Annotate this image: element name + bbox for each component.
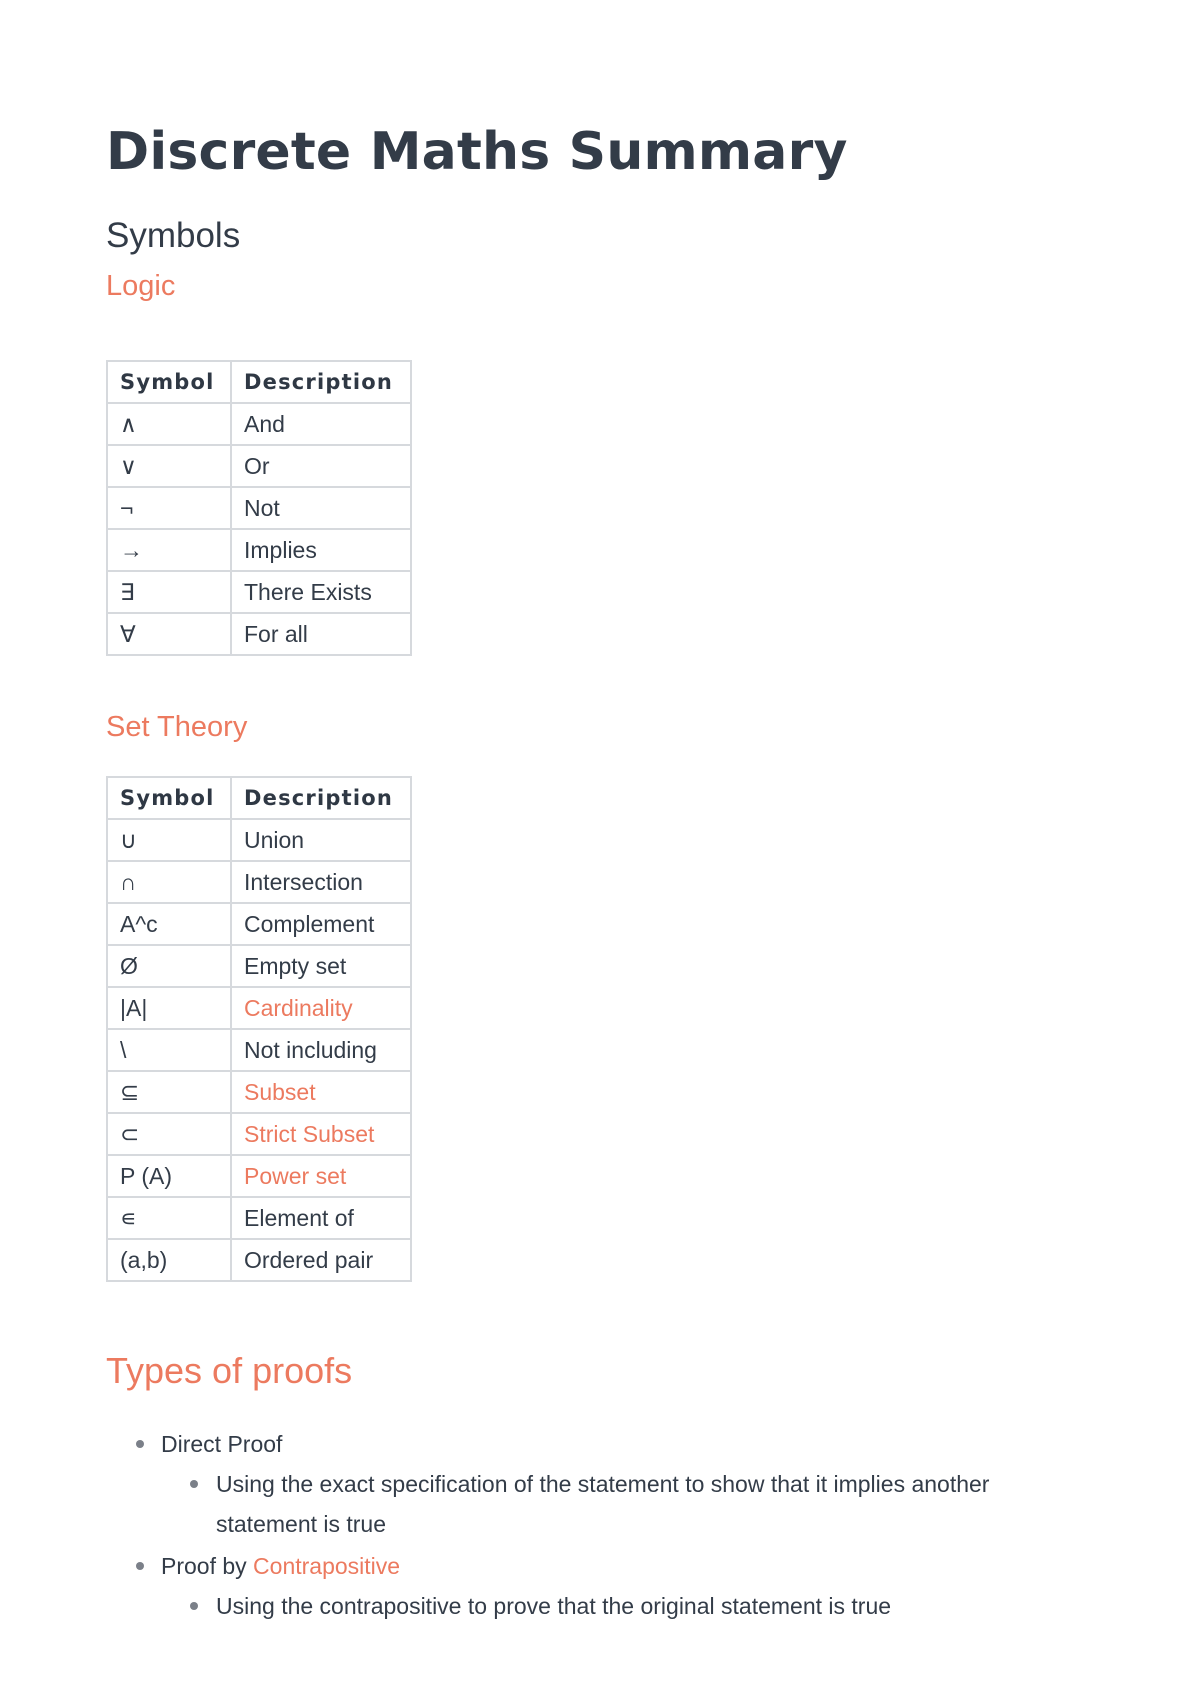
subset-link[interactable]: Subset — [244, 1078, 316, 1105]
description-cell-link[interactable] — [231, 1113, 411, 1155]
description-cell-link[interactable] — [231, 987, 411, 1029]
table-header-row — [107, 361, 411, 403]
symbol-cell: → — [107, 529, 231, 571]
symbol-cell: P (A) — [107, 1155, 231, 1197]
table-row — [107, 903, 411, 945]
bullet-dot-icon — [136, 1440, 144, 1448]
table-row — [107, 613, 411, 655]
description-cell: Union — [231, 819, 411, 861]
description-cell: Or — [231, 445, 411, 487]
strict-subset-link[interactable]: Strict Subset — [244, 1120, 375, 1147]
power-set-link[interactable]: Power set — [244, 1162, 347, 1189]
list-item — [106, 1424, 1066, 1464]
symbol-cell: ∀ — [107, 613, 231, 655]
bullet-dot-icon — [136, 1562, 144, 1570]
description-cell: Empty set — [231, 945, 411, 987]
contrapositive-link[interactable]: Contrapositive — [253, 1553, 401, 1579]
table-row — [107, 1155, 411, 1197]
list-item-label: Proof by — [161, 1553, 254, 1579]
list-item-label: Using the contrapositive to prove that the original statement is true — [216, 1593, 892, 1619]
symbol-cell: ¬ — [107, 487, 231, 529]
table-row — [107, 945, 411, 987]
table-row — [107, 1239, 411, 1281]
section-heading-symbols: Symbols — [106, 216, 241, 255]
description-cell: Complement — [231, 903, 411, 945]
subsection-heading-logic: Logic — [106, 270, 176, 302]
symbol-cell: ⊂ — [107, 1113, 231, 1155]
symbol-cell: ∩ — [107, 861, 231, 903]
description-cell: Ordered pair — [231, 1239, 411, 1281]
table-row — [107, 571, 411, 613]
symbol-cell: |A| — [107, 987, 231, 1029]
description-cell-link[interactable] — [231, 1155, 411, 1197]
cardinality-link[interactable]: Cardinality — [244, 994, 353, 1021]
table-row — [107, 403, 411, 445]
table-header-row — [107, 777, 411, 819]
symbol-cell: Ø — [107, 945, 231, 987]
symbol-cell: ∊ — [107, 1197, 231, 1239]
column-header-description: Description — [231, 361, 411, 403]
bullet-dot-icon — [190, 1602, 198, 1610]
table-row — [107, 861, 411, 903]
description-cell-link[interactable] — [231, 1071, 411, 1113]
symbol-cell: ∧ — [107, 403, 231, 445]
proof-types-list — [106, 1424, 1066, 1626]
description-cell: Implies — [231, 529, 411, 571]
table-row — [107, 987, 411, 1029]
list-item — [106, 1546, 1066, 1586]
section-heading-types-of-proofs: Types of proofs — [106, 1350, 353, 1391]
table-row — [107, 819, 411, 861]
set-theory-symbol-table — [106, 776, 412, 1282]
table-row — [107, 1197, 411, 1239]
description-cell: Not including — [231, 1029, 411, 1071]
symbol-cell: ∪ — [107, 819, 231, 861]
logic-symbol-table — [106, 360, 412, 656]
description-cell: There Exists — [231, 571, 411, 613]
symbol-cell: ∃ — [107, 571, 231, 613]
bullet-dot-icon — [190, 1480, 198, 1488]
table-row — [107, 1071, 411, 1113]
list-item — [106, 1586, 1066, 1626]
table-row — [107, 529, 411, 571]
description-cell: And — [231, 403, 411, 445]
symbol-cell: \ — [107, 1029, 231, 1071]
table-row — [107, 445, 411, 487]
column-header-symbol: Symbol — [107, 777, 231, 819]
column-header-symbol: Symbol — [107, 361, 231, 403]
column-header-description: Description — [231, 777, 411, 819]
description-cell: Element of — [231, 1197, 411, 1239]
list-item — [106, 1464, 1066, 1544]
description-cell: For all — [231, 613, 411, 655]
symbol-cell: A^c — [107, 903, 231, 945]
page-title: Discrete Maths Summary — [106, 122, 848, 182]
symbol-cell: ⊆ — [107, 1071, 231, 1113]
subsection-heading-set-theory: Set Theory — [106, 711, 248, 743]
symbol-cell: (a,b) — [107, 1239, 231, 1281]
table-row — [107, 1029, 411, 1071]
description-cell: Intersection — [231, 861, 411, 903]
table-row — [107, 1113, 411, 1155]
symbol-cell: ∨ — [107, 445, 231, 487]
description-cell: Not — [231, 487, 411, 529]
table-row — [107, 487, 411, 529]
list-item-label: Using the exact specification of the statement to show that it implies another statement is true — [216, 1471, 990, 1537]
list-item-label: Direct Proof — [161, 1431, 283, 1457]
